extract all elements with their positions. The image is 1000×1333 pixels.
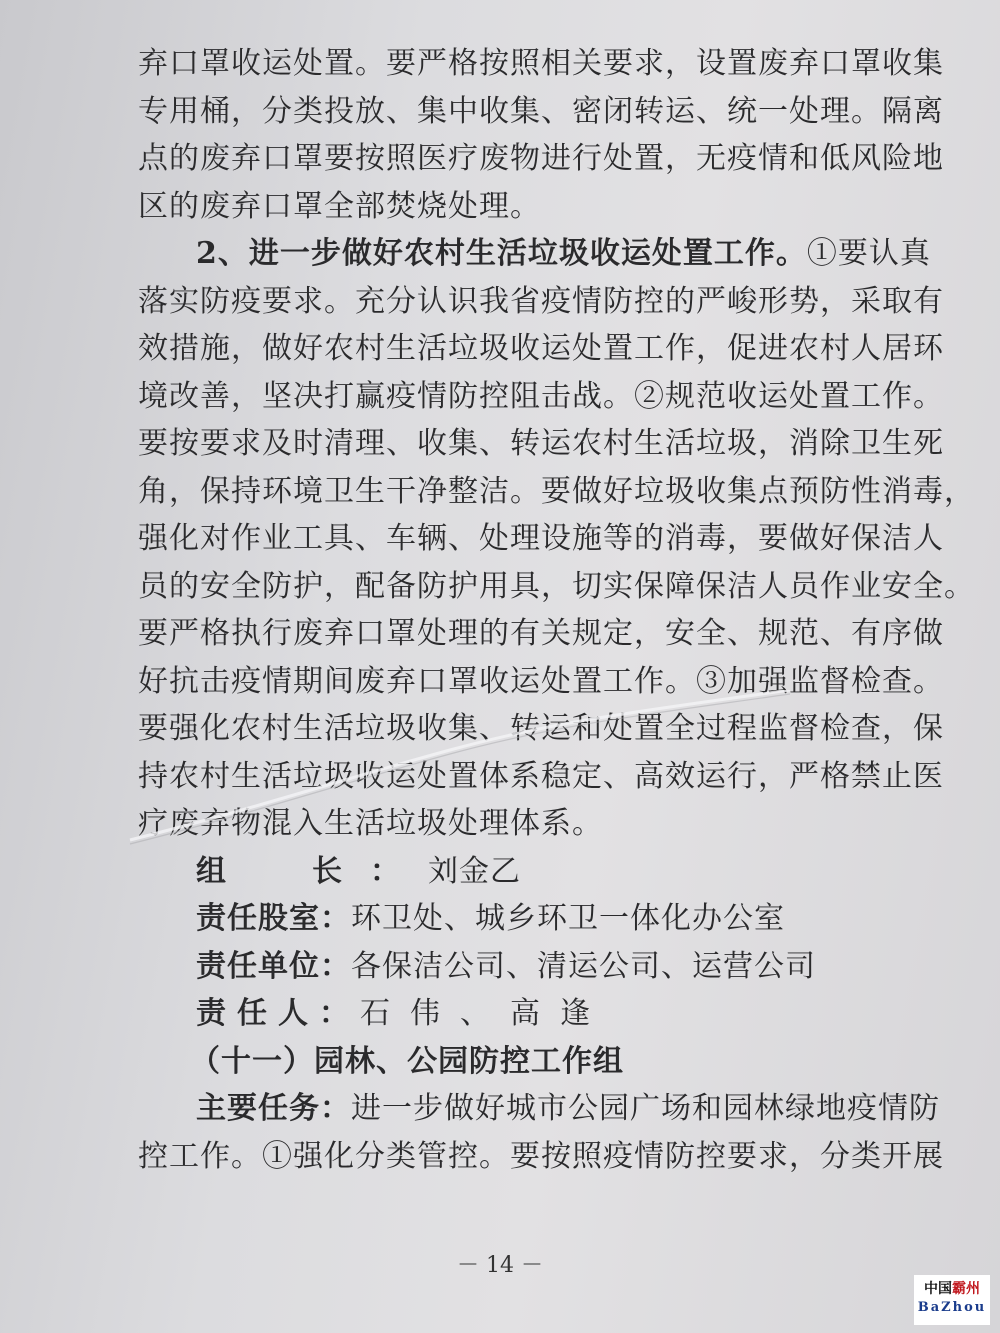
person-value: 石伟、高逢 bbox=[360, 996, 610, 1031]
text-line: 落实防疫要求。充分认识我省疫情防控的严峻形势，采取有 bbox=[138, 283, 944, 319]
meta-person bbox=[138, 990, 868, 1038]
watermark-subtitle: BaZhou bbox=[917, 1300, 987, 1315]
text-line: 要严格执行废弃口罩处理的有关规定，安全、规范、有序做 bbox=[138, 616, 944, 651]
meta-leader bbox=[138, 848, 868, 896]
text-line: 强化对作业工具、车辆、处理设施等的消毒，要做好保洁人 bbox=[138, 521, 944, 556]
watermark-title-red: 霸州 bbox=[952, 1281, 980, 1297]
watermark-title-black: 中国 bbox=[924, 1281, 952, 1297]
meta-department bbox=[138, 895, 868, 943]
page-number: － 14 － bbox=[457, 1253, 543, 1278]
tasks-first-rest: 进一步做好城市公园广场和园林绿地疫情防 bbox=[351, 1091, 940, 1126]
text-line: 角，保持环境卫生干净整洁。要做好垃圾收集点预防性消毒， bbox=[138, 473, 975, 509]
site-watermark-logo bbox=[914, 1275, 990, 1325]
leader-label: 组 长： bbox=[196, 853, 428, 889]
text-line: 员的安全防护，配备防护用具，切实保障保洁人员作业安全。 bbox=[138, 568, 975, 604]
text-line: 要按要求及时清理、收集、转运农村生活垃圾，消除卫生死 bbox=[138, 426, 944, 461]
watermark-title bbox=[914, 1279, 990, 1299]
section-2-heading: 2、进一步做好农村生活垃圾收运处置工作。 bbox=[196, 236, 807, 271]
document-body bbox=[138, 40, 975, 1180]
meta-unit bbox=[138, 943, 868, 991]
unit-label: 责任单位： bbox=[196, 948, 351, 984]
leader-value: 刘金乙 bbox=[428, 853, 521, 889]
text-line: 点的废弃口罩要按照医疗废物进行处置，无疫情和低风险地 bbox=[138, 141, 944, 176]
department-label: 责任股室： bbox=[196, 901, 351, 936]
department-value: 环卫处、城乡环卫一体化办公室 bbox=[351, 901, 785, 936]
text-line: 专用桶，分类投放、集中收集、密闭转运、统一处理。隔离 bbox=[138, 93, 944, 129]
section-11-heading: （十一）园林、公园防控工作组 bbox=[190, 1043, 624, 1079]
text-line: 境改善，坚决打赢疫情防控阻击战。②规范收运处置工作。 bbox=[138, 378, 944, 414]
person-label: 责任人： bbox=[196, 996, 360, 1031]
text-line: 持农村生活垃圾收运处置体系稳定、高效运行，严格禁止医 bbox=[138, 758, 944, 794]
text-line: 区的废弃口罩全部焚烧处理。 bbox=[138, 188, 541, 224]
text-line: 控工作。①强化分类管控。要按照疫情防控要求，分类开展 bbox=[138, 1138, 944, 1174]
tasks-first-line bbox=[138, 1085, 940, 1133]
text-line: 要强化农村生活垃圾收集、转运和处置全过程监督检查，保 bbox=[138, 711, 944, 746]
text-line: 好抗击疫情期间废弃口罩收运处置工作。③加强监督检查。 bbox=[138, 663, 944, 699]
tasks-label: 主要任务： bbox=[196, 1091, 351, 1126]
text-line: 疗废弃物混入生活垃圾处理体系。 bbox=[138, 806, 603, 841]
unit-value: 各保洁公司、清运公司、运营公司 bbox=[351, 948, 816, 984]
text-line: 效措施，做好农村生活垃圾收运处置工作，促进农村人居环 bbox=[138, 331, 944, 366]
section-2-first-rest: ①要认真 bbox=[806, 236, 931, 271]
text-line: 弃口罩收运处置。要严格按照相关要求，设置废弃口罩收集 bbox=[138, 46, 944, 81]
section-2-first-line bbox=[138, 230, 931, 278]
